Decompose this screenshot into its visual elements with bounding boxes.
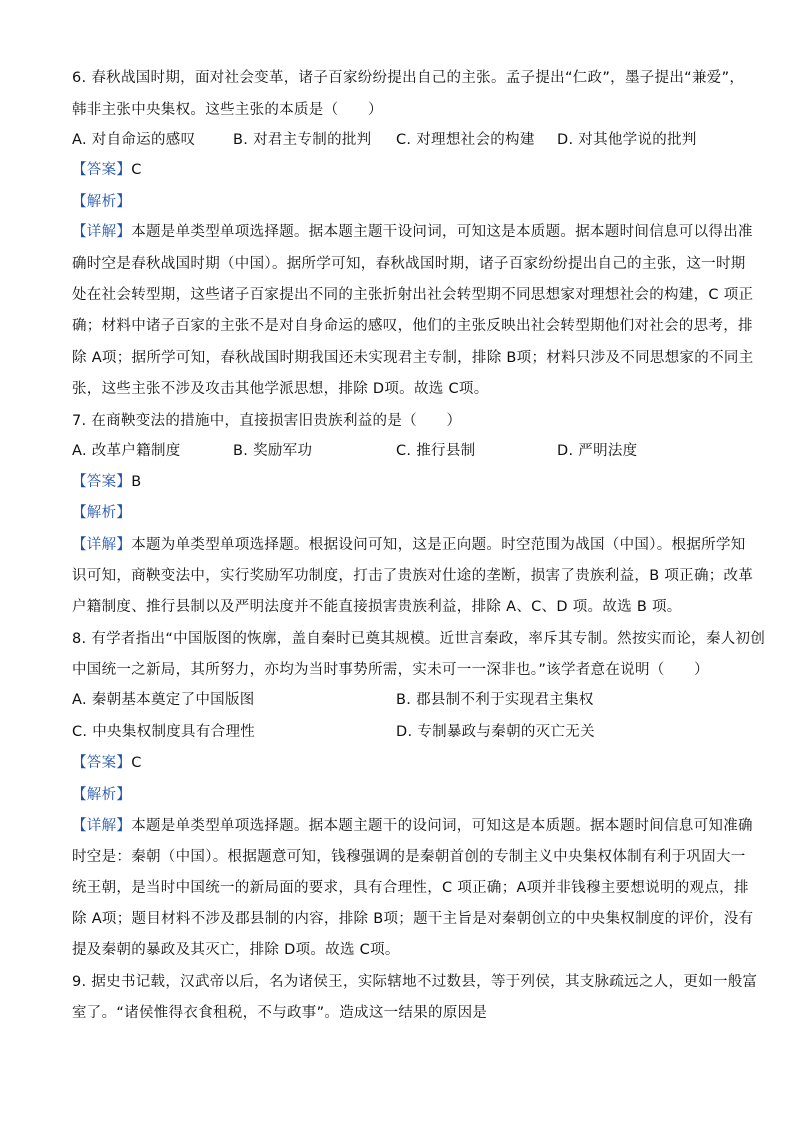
q6-detail-line-2: 确时空是春秋战国时期（中国）。据所学可知，春秋战国时期，诸子百家纷纷提出自己的主张，这一时期: [72, 256, 746, 272]
q6-detail-line-6: 张，这些主张不涉及攻击其他学派思想，排除 D项。故选 C项。: [72, 381, 489, 397]
q6-option-a: A. 对自命运的感叹: [72, 132, 196, 148]
q7-option-c: C. 推行县制: [396, 443, 476, 459]
q8-analysis-tag: 【解析】: [72, 787, 132, 803]
q7-option-b: B. 奖励军功: [233, 443, 313, 459]
q8-stem-line-1: 8. 有学者指出“中国版图的恢廓，盖自秦时已奠其规模。近世言秦政，率斥其专制。然按实而论，秦人初创: [72, 631, 766, 647]
answer-tag: 【答案】: [72, 755, 132, 771]
q6-detail-line-5: 除 A项；据所学可知，春秋战国时期我国还未实现君主专制，排除 B项；材料只涉及不同思想家的不同主: [72, 350, 754, 366]
q7-detail-line-2: 识可知，商鞅变法中，实行奖励军功制度，打击了贵族对仕途的垄断，损害了贵族利益，B 项正确；改革: [72, 568, 754, 584]
q7-detail-line-3: 户籍制度、推行县制以及严明法度并不能直接损害贵族利益，排除 A、C、D 项。故选 B 项。: [72, 599, 682, 615]
q8-detail-line-4: 除 A项；题目材料不涉及郡县制的内容，排除 B项；题干主旨是对秦朝创立的中央集权制度的评价，没有: [72, 911, 754, 927]
answer-tag: 【答案】: [72, 162, 132, 178]
q7-answer-value: B: [131, 474, 142, 490]
q6-stem-line-1: 6. 春秋战国时期，面对社会变革，诸子百家纷纷提出自己的主张。孟子提出“仁政”，墨子提出“兼爱”，: [72, 70, 745, 86]
q6-answer: [72, 160, 724, 180]
q7-answer: [72, 472, 724, 492]
q8-detail-line-5: 提及秦朝的暴政及其灭亡，排除 D项。故选 C项。: [72, 942, 400, 958]
q6-option-c: C. 对理想社会的构建: [396, 132, 535, 148]
detail-tag: 【详解】: [72, 537, 132, 553]
q6-option-d: D. 对其他学说的批判: [557, 132, 697, 148]
q9-stem-line-2: 室了。“诸侯惟得衣食租税，不与政事”。造成这一结果的原因是: [72, 1005, 488, 1021]
q7-detail-line-1: [72, 535, 746, 555]
q6-detail-line-1: [72, 222, 753, 242]
q6-option-b: B. 对君主专制的批判: [233, 132, 372, 148]
q9-stem-line-1: 9. 据史书记载，汉武帝以后，名为诸侯王，实际辖地不过数县，等于列侯，其支脉疏远之人，更如一般富: [72, 974, 758, 990]
q6-answer-value: C: [131, 162, 142, 178]
q8-detail-line-3: 统王朝，是当时中国统一的新局面的要求，具有合理性，C 项正确；A项并非钱穆主要想说明的观点，排: [72, 880, 749, 896]
q8-option-d: D. 专制暴政与秦朝的灭亡无关: [396, 724, 595, 740]
q6-detail-text-1: 本题是单类型单项选择题。据本题主题干设问词，可知这是本质题。据本题时间信息可以得出准: [131, 224, 753, 240]
q7-analysis-tag: 【解析】: [72, 505, 132, 521]
q8-option-b: B. 郡县制不利于实现君主集权: [396, 692, 594, 708]
q8-stem-line-2: 中国统一之新局，其所努力，亦均为当时事势所需，实未可一一深非也。”该学者意在说明（ ）: [72, 662, 709, 678]
q6-detail-line-3: 处在社会转型期，这些诸子百家提出不同的主张折射出社会转型期不同思想家对理想社会的构建，C 项正: [72, 287, 754, 303]
detail-tag: 【详解】: [72, 224, 132, 240]
detail-tag: 【详解】: [72, 818, 132, 834]
q6-detail-line-4: 确；材料中诸子百家的主张不是对自身命运的感叹，他们的主张反映出社会转型期他们对社会的思考，排: [72, 318, 753, 334]
q8-answer-value: C: [131, 755, 142, 771]
q8-answer: [72, 753, 724, 773]
q8-detail-line-2: 时空是：秦朝（中国）。根据题意可知，钱穆强调的是秦朝首创的专制主义中央集权体制有利于巩固大一: [72, 849, 746, 865]
q7-option-a: A. 改革户籍制度: [72, 443, 181, 459]
q7-option-d: D. 严明法度: [557, 443, 638, 459]
q8-option-c: C. 中央集权制度具有合理性: [72, 724, 256, 740]
q6-stem-line-2: 韩非主张中央集权。这些主张的本质是（ ）: [72, 102, 383, 118]
q8-detail-text-1: 本题是单类型单项选择题。据本题主题干的设问词，可知这是本质题。据本题时间信息可知准确: [131, 818, 753, 834]
q7-detail-text-1: 本题为单类型单项选择题。根据设问可知，这是正向题。时空范围为战国（中国）。根据所学知: [131, 537, 746, 553]
q8-detail-line-1: [72, 816, 753, 836]
q8-option-a: A. 秦朝基本奠定了中国版图: [72, 692, 255, 708]
q6-analysis-tag: 【解析】: [72, 194, 132, 210]
q7-stem-line-1: 7. 在商鞅变法的措施中，直接损害旧贵族利益的是（ ）: [72, 413, 462, 429]
answer-tag: 【答案】: [72, 474, 132, 490]
